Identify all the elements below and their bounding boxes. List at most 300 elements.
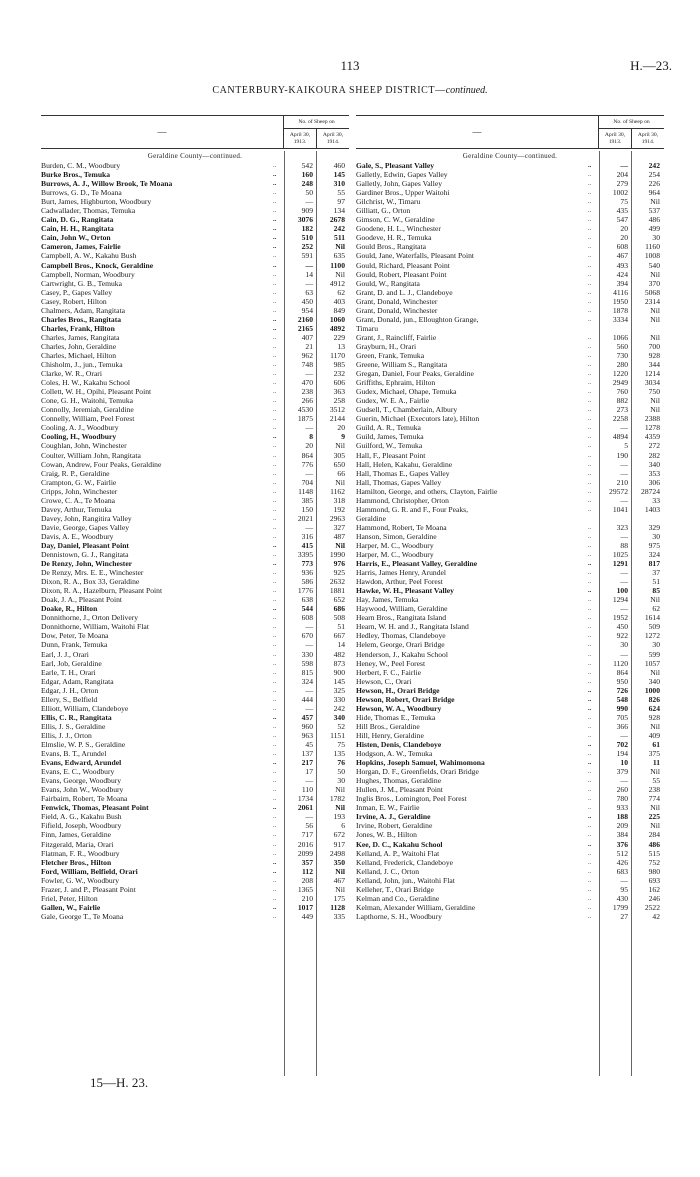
table-row bbox=[41, 577, 349, 586]
owner-name: Hullen, J. M., Pleasant Point bbox=[356, 785, 443, 795]
sheep-1914: 752 bbox=[648, 857, 660, 867]
leader-dots: .. bbox=[588, 903, 592, 911]
leader-dots: .. bbox=[273, 650, 277, 658]
table-row bbox=[41, 903, 349, 912]
sheep-1914: 52 bbox=[337, 721, 345, 731]
table-row bbox=[356, 451, 664, 460]
leader-dots: .. bbox=[273, 397, 277, 405]
leader-dots: .. bbox=[273, 795, 277, 803]
sheep-1913: 1952 bbox=[612, 613, 628, 623]
left-column bbox=[41, 115, 349, 1076]
leader-dots: .. bbox=[588, 207, 592, 215]
table-row bbox=[356, 686, 664, 695]
sheep-1913 bbox=[599, 514, 631, 523]
sheep-1913: 217 bbox=[301, 758, 313, 768]
table-row bbox=[356, 487, 664, 496]
leader-dots: .. bbox=[588, 279, 592, 287]
leader-dots: .. bbox=[588, 695, 592, 703]
sheep-1914: 6 bbox=[341, 821, 345, 831]
leader-dots: .. bbox=[588, 388, 592, 396]
owner-name: Crowe, C. A., Te Moana bbox=[41, 495, 115, 505]
sheep-1913: 990 bbox=[616, 703, 628, 713]
leader-dots: .. bbox=[273, 731, 277, 739]
table-row bbox=[356, 523, 664, 532]
sheep-1914: 1151 bbox=[330, 730, 345, 740]
leader-dots: .. bbox=[273, 279, 277, 287]
sheep-1913: 457 bbox=[301, 712, 313, 722]
sheep-1914: 9 bbox=[341, 432, 345, 442]
sheep-1914: 817 bbox=[648, 559, 660, 569]
sheep-1914: 30 bbox=[337, 776, 345, 786]
sheep-1914: 750 bbox=[648, 387, 660, 397]
sheep-1914: 327 bbox=[333, 522, 345, 532]
sheep-1913: 50 bbox=[305, 188, 313, 198]
owner-name: Hopkins, Joseph Samuel, Wahimomona bbox=[356, 758, 485, 768]
sheep-1913: — bbox=[620, 604, 628, 614]
leader-dots: .. bbox=[273, 162, 277, 169]
sheep-1914: 1990 bbox=[329, 550, 345, 560]
sheep-1913: 470 bbox=[301, 378, 313, 388]
leader-dots: .. bbox=[588, 442, 592, 450]
leader-dots: .. bbox=[273, 388, 277, 396]
sheep-1914: 370 bbox=[648, 278, 660, 288]
table-row bbox=[41, 333, 349, 342]
leader-dots: .. bbox=[273, 523, 277, 531]
sheep-1913: 2099 bbox=[297, 848, 313, 858]
table-row bbox=[356, 242, 664, 251]
leader-dots: .. bbox=[273, 496, 277, 504]
sheep-1913: 376 bbox=[616, 839, 628, 849]
owner-name: Gallen, W., Fairlie bbox=[41, 902, 101, 912]
table-row bbox=[41, 858, 349, 867]
table-row bbox=[41, 776, 349, 785]
sheep-1914: 193 bbox=[333, 812, 345, 822]
sheep-1913: 210 bbox=[616, 477, 628, 487]
leader-dots: .. bbox=[273, 713, 277, 721]
owner-name: Coles, H. W., Kakahu School bbox=[41, 378, 131, 388]
sheep-1914: 145 bbox=[333, 170, 345, 180]
table-row bbox=[356, 586, 664, 595]
table-row bbox=[41, 242, 349, 251]
leader-dots: .. bbox=[588, 569, 592, 577]
sheep-1914: 3512 bbox=[329, 405, 345, 415]
sheep-1913: 1220 bbox=[612, 369, 628, 379]
leader-dots: .. bbox=[273, 912, 277, 920]
table-row bbox=[41, 405, 349, 414]
owner-name: Burke Bros., Temuka bbox=[41, 170, 111, 180]
owner-name: Harris, James Henry, Arundel bbox=[356, 568, 446, 578]
table-row bbox=[41, 650, 349, 659]
owner-name: Grant, Donald, jun., Elloughton Grange, bbox=[356, 314, 479, 324]
owner-name: Horgan, D. F., Greenfields, Orari Bridge bbox=[356, 767, 479, 777]
left-column-header bbox=[41, 115, 349, 149]
table-row bbox=[356, 215, 664, 224]
leader-dots: .. bbox=[273, 324, 277, 332]
sheep-1914: Nil bbox=[650, 314, 660, 324]
owner-name: Day, Daniel, Pleasant Point bbox=[41, 540, 129, 550]
leader-dots: .. bbox=[273, 460, 277, 468]
leader-dots: .. bbox=[273, 741, 277, 748]
document-reference: H.—23. bbox=[630, 58, 672, 73]
sheep-1913: 1734 bbox=[297, 794, 313, 804]
sheep-1913: — bbox=[305, 197, 313, 207]
sheep-1914: 487 bbox=[333, 531, 345, 541]
owner-name: Harris, E., Pleasant Valley, Geraldine bbox=[356, 559, 478, 569]
sheep-1913: 100 bbox=[616, 586, 628, 596]
sheep-1914: 242 bbox=[648, 161, 660, 170]
table-row bbox=[41, 912, 349, 921]
sheep-1913: 922 bbox=[616, 631, 628, 641]
leader-dots: .. bbox=[588, 270, 592, 278]
leader-dots: .. bbox=[588, 306, 592, 314]
table-row bbox=[41, 604, 349, 613]
table-row bbox=[356, 803, 664, 812]
leader-dots: .. bbox=[588, 632, 592, 640]
table-row bbox=[356, 315, 664, 324]
leader-dots: .. bbox=[588, 162, 592, 169]
leader-dots: .. bbox=[273, 189, 277, 197]
sheep-1914: 30 bbox=[652, 640, 660, 650]
owner-name: Cooling, H., Woodbury bbox=[41, 432, 117, 442]
table-row bbox=[356, 858, 664, 867]
owner-name: Earle, T. H., Orari bbox=[41, 667, 96, 677]
sheep-1913: 670 bbox=[301, 631, 313, 641]
sheep-1913: — bbox=[620, 649, 628, 659]
leader-dots: .. bbox=[588, 523, 592, 531]
sheep-1914: 928 bbox=[648, 712, 660, 722]
leader-dots: .. bbox=[273, 243, 277, 251]
owner-name: Charles, Michael, Hilton bbox=[41, 350, 117, 360]
sheep-1913: 1041 bbox=[612, 504, 628, 514]
sheep-1913: 450 bbox=[616, 622, 628, 632]
sheep-1913: 20 bbox=[620, 233, 628, 243]
sheep-1913: 2061 bbox=[297, 803, 313, 813]
sheep-1914: Nil bbox=[335, 785, 345, 795]
sheep-1914: 5068 bbox=[644, 287, 660, 297]
table-row bbox=[41, 170, 349, 179]
leader-dots: .. bbox=[273, 641, 277, 649]
owner-name: Frazer, J. and P., Pleasant Point bbox=[41, 884, 136, 894]
owner-name: Hay, James, Temuka bbox=[356, 595, 419, 605]
sheep-1914: 340 bbox=[648, 676, 660, 686]
table-row bbox=[41, 532, 349, 541]
leader-dots: .. bbox=[273, 722, 277, 730]
sheep-1914: 324 bbox=[648, 550, 660, 560]
sheep-1913: 1017 bbox=[297, 902, 313, 912]
sheep-1913: 1025 bbox=[612, 550, 628, 560]
leader-dots: .. bbox=[273, 288, 277, 296]
sheep-1914: 1278 bbox=[644, 423, 660, 433]
owner-name: Gimson, C. W., Geraldine bbox=[356, 215, 435, 225]
sheep-1914: 3034 bbox=[644, 378, 660, 388]
table-row bbox=[356, 749, 664, 758]
sheep-1913: 266 bbox=[301, 396, 313, 406]
sheep-1913: 150 bbox=[301, 504, 313, 514]
sheep-1913: 10 bbox=[620, 758, 628, 768]
sheep-1913: 435 bbox=[616, 206, 628, 216]
owner-name: Herbert, F. C., Fairlie bbox=[356, 667, 421, 677]
owner-name: Field, A. G., Kakahu Bush bbox=[41, 812, 122, 822]
owner-name: Edgar, J. H., Orton bbox=[41, 685, 99, 695]
table-row bbox=[356, 188, 664, 197]
sheep-1914: 340 bbox=[333, 712, 345, 722]
sheep-1913: 2021 bbox=[297, 513, 313, 523]
leader-dots: .. bbox=[273, 270, 277, 278]
table-row bbox=[41, 812, 349, 821]
sheep-1914: 624 bbox=[648, 703, 660, 713]
sheep-1913: 726 bbox=[616, 685, 628, 695]
leader-dots: .. bbox=[273, 677, 277, 685]
leader-dots: .. bbox=[588, 750, 592, 758]
owner-name: Hewson, W. A., Woodbury bbox=[356, 703, 442, 713]
sheep-1913: 5 bbox=[624, 441, 628, 451]
owner-name: Ellis, J. S., Geraldine bbox=[41, 721, 106, 731]
table-row bbox=[41, 821, 349, 830]
owner-name: Hall, Thomas E., Gapes Valley bbox=[356, 468, 450, 478]
table-row bbox=[41, 559, 349, 568]
sheep-1914: 11 bbox=[652, 758, 660, 768]
leader-dots: .. bbox=[273, 605, 277, 613]
leader-dots: .. bbox=[273, 478, 277, 486]
owner-name: Kelleher, T., Orari Bridge bbox=[356, 884, 434, 894]
owner-name: Chalmers, Adam, Rangitata bbox=[41, 305, 125, 315]
sheep-1913: 415 bbox=[301, 540, 313, 550]
owner-name: Gudex, W. E. A., Fairlie bbox=[356, 396, 430, 406]
owner-name: Collett, W. H., Opihi, Pleasant Point bbox=[41, 387, 152, 397]
leader-dots: .. bbox=[588, 704, 592, 712]
table-row bbox=[41, 876, 349, 885]
sheep-1914: 272 bbox=[648, 441, 660, 451]
table-row bbox=[41, 197, 349, 206]
owner-name: Cartwright, G. B., Temuka bbox=[41, 278, 122, 288]
sheep-1913: 705 bbox=[616, 712, 628, 722]
sheep-1914: 375 bbox=[648, 749, 660, 759]
table-row bbox=[356, 251, 664, 260]
sheep-1913: 544 bbox=[301, 604, 313, 614]
sheep-1913: 330 bbox=[301, 649, 313, 659]
leader-dots: .. bbox=[273, 351, 277, 359]
sheep-1914: Nil bbox=[335, 884, 345, 894]
sheep-1914: 667 bbox=[333, 631, 345, 641]
sheep-1913: 208 bbox=[301, 875, 313, 885]
leader-dots: .. bbox=[273, 750, 277, 758]
leader-dots: .. bbox=[273, 424, 277, 432]
table-row bbox=[356, 830, 664, 839]
leader-dots: .. bbox=[588, 532, 592, 540]
sheep-1913: 1365 bbox=[297, 884, 313, 894]
table-row bbox=[356, 423, 664, 432]
table-row bbox=[41, 414, 349, 423]
sheep-1914: 650 bbox=[333, 459, 345, 469]
leader-dots: .. bbox=[588, 650, 592, 658]
sheep-1914: Nil bbox=[650, 803, 660, 813]
sheep-1913: 379 bbox=[616, 767, 628, 777]
page-title bbox=[0, 85, 700, 96]
leader-dots: .. bbox=[588, 831, 592, 839]
sheep-1914: 30 bbox=[652, 531, 660, 541]
sheep-1913: 20 bbox=[620, 224, 628, 234]
table-row bbox=[356, 876, 664, 885]
sheep-1914: 2963 bbox=[329, 513, 345, 523]
owner-name: Henderson, J., Kakahu School bbox=[356, 649, 448, 659]
owner-name: Hodgson, A. W., Temuka bbox=[356, 749, 433, 759]
leader-dots: .. bbox=[588, 759, 592, 767]
table-row bbox=[41, 758, 349, 767]
sheep-1914: Nil bbox=[335, 441, 345, 451]
table-row bbox=[41, 378, 349, 387]
table-row bbox=[41, 487, 349, 496]
leader-dots: .. bbox=[273, 306, 277, 314]
owner-name: Kelland, Frederick, Clandeboye bbox=[356, 857, 453, 867]
sheep-1913: 110 bbox=[301, 785, 313, 795]
owner-name: Gould, Richard, Pleasant Point bbox=[356, 260, 450, 270]
table-row bbox=[41, 505, 349, 514]
leader-dots: .. bbox=[588, 641, 592, 649]
owner-name: Dunn, Frank, Temuka bbox=[41, 640, 108, 650]
table-row bbox=[41, 206, 349, 215]
leader-dots: .. bbox=[588, 894, 592, 902]
leader-dots: .. bbox=[588, 433, 592, 441]
table-row bbox=[41, 586, 349, 595]
sheep-1913: 3395 bbox=[297, 550, 313, 560]
sheep-1914: 55 bbox=[337, 188, 345, 198]
table-row bbox=[356, 740, 664, 749]
sheep-1914: Nil bbox=[650, 667, 660, 677]
leader-dots: .. bbox=[273, 804, 277, 812]
sheep-1913: — bbox=[305, 703, 313, 713]
table-row bbox=[356, 505, 664, 514]
name-column-header: — bbox=[356, 116, 599, 149]
owner-name: Hammond, Christopher, Orton bbox=[356, 495, 449, 505]
owner-name: Gudsell, T., Chamberlain, Albury bbox=[356, 405, 458, 415]
leader-dots: .. bbox=[588, 189, 592, 197]
owner-name: Inman, E. W., Fairlie bbox=[356, 803, 420, 813]
sheep-1914: 460 bbox=[333, 161, 345, 170]
sheep-1913: 560 bbox=[616, 341, 628, 351]
owner-name: Kee, D. C., Kakahu School bbox=[356, 839, 443, 849]
leader-dots: .. bbox=[273, 560, 277, 568]
sheep-1914: 686 bbox=[333, 604, 345, 614]
sheep-1914: Nil bbox=[650, 305, 660, 315]
table-row bbox=[356, 767, 664, 776]
owner-name: Grant, J., Raincliff, Fairlie bbox=[356, 332, 437, 342]
sheep-1914: 14 bbox=[337, 640, 345, 650]
sheep-1913: 510 bbox=[301, 233, 313, 243]
sheep-1914: 192 bbox=[333, 504, 345, 514]
leader-dots: .. bbox=[273, 768, 277, 776]
sheep-1913: 29572 bbox=[609, 486, 628, 496]
leader-dots: .. bbox=[588, 234, 592, 242]
owner-name: Charles, James, Rangitata bbox=[41, 332, 120, 342]
owner-name: Charles, Frank, Hilton bbox=[41, 323, 115, 333]
sheep-1914: 4912 bbox=[329, 278, 345, 288]
sheep-1914: 75 bbox=[337, 740, 345, 749]
owner-name: Cameron, James, Fairlie bbox=[41, 242, 121, 252]
sheep-1913: — bbox=[305, 522, 313, 532]
owner-name: Connolly, Jeremiah, Geraldine bbox=[41, 405, 134, 415]
leader-dots: .. bbox=[588, 858, 592, 866]
owner-name: Charles Bros., Rangitata bbox=[41, 314, 122, 324]
table-row bbox=[356, 288, 664, 297]
owner-name: Hewson, Robert, Orari Bridge bbox=[356, 694, 455, 704]
owner-name: Goodeve, H. R., Temuka bbox=[356, 233, 432, 243]
leader-dots: .. bbox=[273, 885, 277, 893]
leader-dots: .. bbox=[588, 415, 592, 423]
right-rows bbox=[356, 151, 664, 1076]
owner-name: Hewson, H., Orari Bridge bbox=[356, 685, 440, 695]
sheep-1913: 30 bbox=[620, 640, 628, 650]
sheep-1913: 1799 bbox=[612, 902, 628, 912]
sheep-1914: 599 bbox=[648, 649, 660, 659]
owner-name: De Renzy, Mrs. E. E., Winchester bbox=[41, 568, 144, 578]
sheep-1913: 430 bbox=[616, 893, 628, 903]
sheep-1914: 4359 bbox=[644, 432, 660, 442]
leader-dots: .. bbox=[588, 659, 592, 667]
sheep-1914: 672 bbox=[333, 830, 345, 840]
table-row bbox=[356, 912, 664, 921]
sheep-1914 bbox=[631, 514, 663, 523]
sheep-1913: 137 bbox=[301, 749, 313, 759]
owner-name: Evans, B. T., Arundel bbox=[41, 749, 107, 759]
page-number: 113 bbox=[340, 58, 360, 73]
table-row bbox=[356, 894, 664, 903]
leader-dots: .. bbox=[273, 469, 277, 477]
owner-name: Hammond, Robert, Te Moana bbox=[356, 522, 447, 532]
sheep-1914: 42 bbox=[652, 911, 660, 921]
leader-dots: .. bbox=[273, 379, 277, 387]
table-row bbox=[41, 695, 349, 704]
leader-dots: .. bbox=[588, 722, 592, 730]
sheep-1913: 4894 bbox=[612, 432, 628, 442]
leader-dots: .. bbox=[588, 686, 592, 694]
sheep-1914: Nil bbox=[650, 721, 660, 731]
table-row bbox=[356, 713, 664, 722]
sheep-1913: 591 bbox=[301, 251, 313, 261]
owner-name: Charles, John, Geraldine bbox=[41, 341, 117, 351]
sheep-1913: — bbox=[620, 875, 628, 885]
year-1913-header: April 30, 1913. bbox=[599, 129, 632, 149]
table-row bbox=[356, 270, 664, 279]
sheep-1914: 537 bbox=[648, 206, 660, 216]
sheep-1913: 366 bbox=[616, 721, 628, 731]
sheep-1913: 608 bbox=[301, 613, 313, 623]
sheep-1913: 882 bbox=[616, 396, 628, 406]
sheep-1913: 950 bbox=[616, 676, 628, 686]
sheep-1914: 508 bbox=[333, 613, 345, 623]
leader-dots: .. bbox=[273, 587, 277, 595]
leader-dots: .. bbox=[588, 551, 592, 559]
sheep-1913: 1950 bbox=[612, 296, 628, 306]
sheep-1914: 305 bbox=[333, 450, 345, 460]
table-row bbox=[356, 170, 664, 179]
table-row bbox=[41, 188, 349, 197]
table-row bbox=[356, 731, 664, 740]
table-row bbox=[356, 758, 664, 767]
sheep-1914: 134 bbox=[333, 206, 345, 216]
sheep-1913: — bbox=[620, 776, 628, 786]
sheep-1914: 2388 bbox=[644, 414, 660, 424]
table-row bbox=[356, 785, 664, 794]
leader-dots: .. bbox=[588, 885, 592, 893]
leader-dots: .. bbox=[588, 713, 592, 721]
sheep-1913: 773 bbox=[301, 559, 313, 569]
sheep-1914: 258 bbox=[333, 396, 345, 406]
table-row bbox=[41, 704, 349, 713]
owner-name: Inglis Bros., Lomington, Peel Forest bbox=[356, 794, 467, 804]
table-row bbox=[41, 731, 349, 740]
sheep-1913: 4116 bbox=[613, 287, 628, 297]
sheep-1914: 635 bbox=[333, 251, 345, 261]
